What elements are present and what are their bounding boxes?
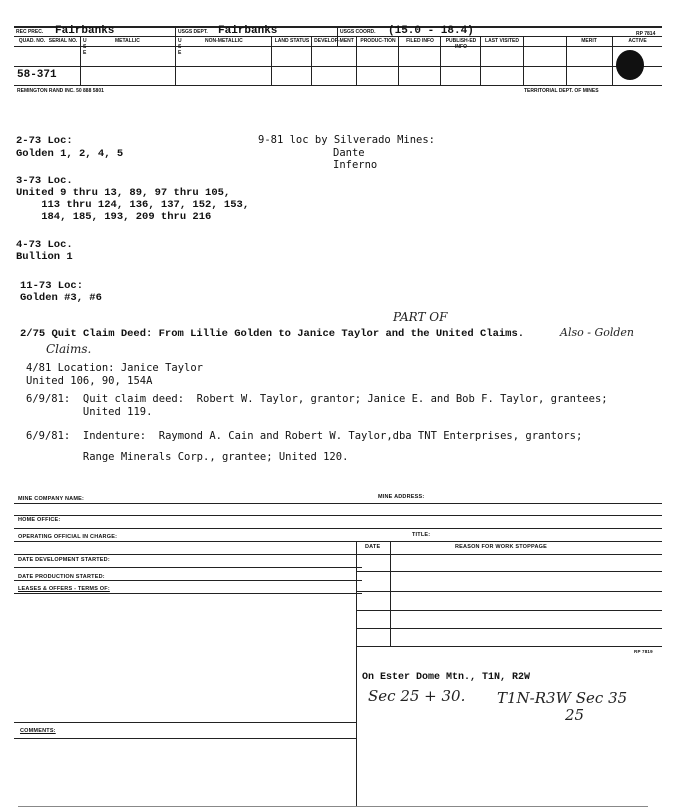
usgs-coord-label: USGS COORD. [340, 29, 376, 35]
record-number: 58-371 [17, 69, 57, 81]
entry-4-73-body: Bullion 1 [16, 251, 73, 263]
entry-6-9-81-quit: 6/9/81: Quit claim deed: Robert W. Taylor, grantor; Janice E. and Bob F. Taylor, grantees; [26, 393, 608, 405]
col-filed-info: FILED INFO [406, 38, 434, 44]
location-typed: On Ester Dome Mtn., T1N, R2W [362, 672, 531, 683]
quit-claim-line: 2/75 Quit Claim Deed: From Lillie Golden to Janice Taylor and the United Claims. [20, 328, 525, 340]
usgs-dept-label: USGS DEPT. [178, 29, 208, 35]
department-name: TERRITORIAL DEPT. OF MINES [524, 88, 599, 94]
col-last-visited: LAST VISITED [485, 38, 519, 44]
entry-11-73-body: Golden #3, #6 [20, 292, 102, 304]
silverado-item-inferno: Inferno [333, 159, 378, 171]
col-production: PRODUC-TION [360, 38, 396, 44]
entry-11-73-head: 11-73 Loc: [20, 280, 84, 292]
col-quad-no: QUAD. NO. [18, 38, 46, 44]
label-reason-column: REASON FOR WORK STOPPAGE [455, 544, 547, 550]
label-title: TITLE: [412, 532, 431, 538]
hand-part-of: PART OF [393, 310, 448, 324]
label-comments: COMMENTS: [20, 728, 56, 734]
entry-3-73-line: 113 thru 124, 136, 137, 152, 153, [16, 199, 250, 211]
form-number: RP 7814 [636, 31, 656, 37]
silverado-item-dante: Dante [333, 147, 365, 159]
col-active: ACTIVE [628, 38, 647, 44]
col-published-info: PUBLISH-ED INFO [445, 38, 477, 50]
col-use-nonmetallic: U S E [178, 38, 182, 56]
entry-6-9-81-indenture: 6/9/81: Indenture: Raymond A. Cain and Robert W. Taylor,dba TNT Enterprises, grantors; [26, 430, 583, 442]
loc-4-81-body: United 106, 90, 154A [26, 375, 153, 387]
col-use-metallic: U S E [83, 38, 87, 56]
silverado-head: 9-81 loc by Silverado Mines: [258, 134, 436, 146]
printer-line: REMINGTON RAND INC. 50 888 5801 [17, 88, 104, 94]
entry-3-73-line: United 9 thru 13, 89, 97 thru 105, [16, 187, 231, 199]
hand-claims: Claims. [46, 342, 92, 356]
form-code: RP 7819 [634, 649, 653, 654]
label-date-column: DATE [365, 544, 381, 550]
entry-6-9-81-indenture-cont: Range Minerals Corp., grantee; United 120. [26, 451, 349, 463]
entry-6-9-81-quit-cont: United 119. [26, 406, 153, 418]
usgs-coord-value: (15.0 - 18.4) [388, 25, 474, 37]
label-date-production: DATE PRODUCTION STARTED: [18, 574, 105, 580]
hand-section-25: 25 [565, 706, 585, 724]
col-development: DEVELOP-MENT [314, 38, 354, 44]
label-leases-offers: LEASES & OFFERS - TERMS OF: [18, 586, 110, 592]
rec-prec-label: REC PREC. [16, 29, 44, 35]
col-land-status: LAND STATUS [274, 38, 310, 44]
entry-2-73-body: Golden 1, 2, 4, 5 [16, 148, 124, 160]
label-date-development: DATE DEVELOPMENT STARTED: [18, 557, 110, 563]
label-mine-company-name: MINE COMPANY NAME: [18, 496, 85, 502]
entry-3-73-head: 3-73 Loc. [16, 175, 73, 187]
ink-blot [616, 50, 644, 80]
hand-also-golden: Also - Golden [560, 326, 635, 339]
loc-4-81-head: 4/81 Location: Janice Taylor [26, 362, 204, 374]
usgs-dept-value: Fairbanks [218, 25, 278, 37]
entry-2-73-head: 2-73 Loc: [16, 135, 73, 147]
col-non-metallic: NON-METALLIC [205, 38, 243, 44]
entry-4-73-head: 4-73 Loc. [16, 239, 73, 251]
label-mine-address: MINE ADDRESS: [378, 494, 425, 500]
hand-section: Sec 25 + 30. [368, 687, 466, 705]
label-home-office: HOME OFFICE: [18, 517, 61, 523]
col-metallic: METALLIC [115, 38, 140, 44]
hand-township: T1N-R3W Sec 35 [497, 689, 628, 707]
col-merit: MERIT [581, 38, 597, 44]
district-value: Fairbanks [55, 25, 115, 37]
label-operating-official: OPERATING OFFICIAL IN CHARGE: [18, 534, 118, 540]
col-serial-no: SERIAL NO. [48, 38, 78, 44]
entry-3-73-line: 184, 185, 193, 209 thru 216 [16, 211, 212, 223]
